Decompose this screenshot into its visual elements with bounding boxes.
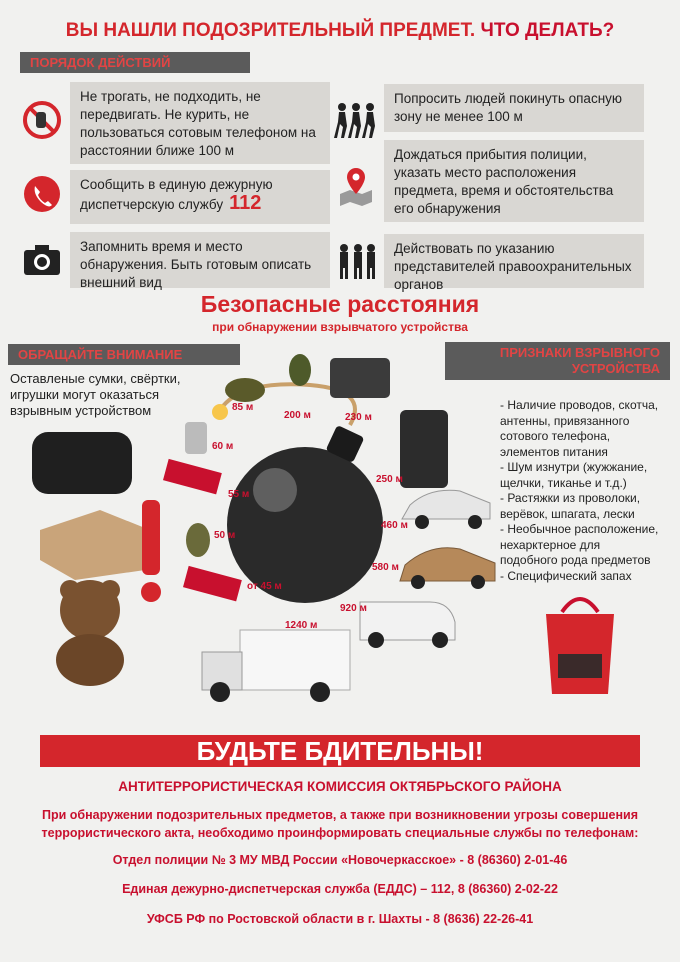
- sign-item: - Необычное расположение, нехарктерное для подобного рода предметов: [500, 522, 659, 567]
- briefcase: [330, 358, 390, 398]
- sign-item: - Шум изнутри (жужжание, щелчки, тиканье и т.д.): [500, 460, 648, 490]
- mine: [225, 378, 265, 402]
- step-dont-touch: Не трогать, не подходить, не передвигать. Не курить, не пользоваться сотовым телефоном на расстоянии ближе 100 м: [70, 82, 330, 164]
- attention-ribbon: ОБРАЩАЙТЕ ВНИМАНИЕ: [8, 344, 240, 365]
- explosive-brick-2: [183, 566, 242, 601]
- signs-ribbon: ПРИЗНАКИ ВЗРЫВНОГО УСТРОЙСТВА: [445, 342, 670, 380]
- step-wait-police: Дождаться прибытия полиции, указать место расположения предмета, время и обстоятельства его обнаружения: [384, 140, 644, 222]
- distance-label: 50 м: [214, 530, 236, 541]
- title-part2: ЧТО ДЕЛАТЬ?: [480, 20, 615, 41]
- safe-distances-subtitle: при обнаружении взрывчатого устройства: [212, 320, 468, 334]
- be-vigilant-banner: БУДЬТЕ БДИТЕЛЬНЫ!: [40, 735, 640, 767]
- distance-label: 920 м: [340, 603, 367, 614]
- distance-label: от 45 м: [247, 581, 282, 592]
- can: [185, 422, 207, 454]
- map-pin-icon: [334, 164, 378, 208]
- distance-label: 85 м: [232, 402, 254, 413]
- police-icon: [334, 238, 378, 282]
- fuse-spark: [212, 404, 228, 420]
- distance-label: 580 м: [372, 562, 399, 573]
- contact-fsb: УФСБ РФ по Ростовской области в г. Шахты - 8 (8636) 22-26-41: [146, 912, 534, 926]
- parcel: [40, 510, 150, 580]
- step-call-112: [70, 170, 330, 224]
- attention-text: Оставленые сумки, свёртки, игрушки могут оказаться взрывным устройством: [10, 371, 181, 418]
- distance-label: 55 м: [228, 489, 250, 500]
- step-evacuate: Попросить людей покинуть опасную зону не менее 100 м: [384, 84, 644, 132]
- people-walking-icon: [334, 98, 378, 142]
- step-call-text: Сообщить в единую дежурную диспетчерскую службу: [80, 177, 273, 212]
- truck: [240, 630, 350, 690]
- page-title: [0, 20, 680, 42]
- exclamation-mark: [142, 500, 160, 575]
- distance-label: 460 м: [381, 520, 408, 531]
- grenade: [289, 354, 311, 386]
- no-touch-icon: [20, 98, 64, 142]
- suitcase: [400, 410, 448, 488]
- sports-bag: [32, 432, 132, 494]
- step-follow-orders: Действовать по указанию представителей правоохранительных органов: [384, 234, 644, 288]
- step-remember: Запомнить время и место обнаружения. Быть готовым описать внешний вид: [70, 232, 330, 288]
- explosive-brick: [163, 459, 222, 494]
- signs-list: [500, 398, 660, 584]
- distance-label: 200 м: [284, 410, 311, 421]
- phone-icon: [20, 172, 64, 216]
- contact-edds: Единая дежурно-диспетчерская служба (ЕДДС) – 112, 8 (86360) 2-02-22: [122, 882, 558, 896]
- sign-item: - Специфический запах: [500, 568, 632, 583]
- contact-police: Отдел полиции № 3 МУ МВД России «Новочеркасское» - 8 (86360) 2-01-46: [112, 853, 568, 867]
- car-white: [402, 490, 490, 519]
- sign-item: - Наличие проводов, скотча, антенны, привязанного сотового телефона, элементов питания: [500, 398, 659, 459]
- distance-label: 60 м: [212, 441, 234, 452]
- safe-distances-title: Безопасные расстояния: [200, 291, 480, 317]
- camera-icon: [20, 238, 64, 282]
- shopping-bag: [540, 592, 620, 700]
- emergency-number: 112: [229, 192, 262, 214]
- grenade-2: [186, 523, 210, 557]
- distance-label: 250 м: [376, 474, 403, 485]
- distance-label: 1240 м: [285, 620, 318, 631]
- bomb: [227, 447, 383, 603]
- sign-item: - Растяжки из проволоки, верёвок, шпагата, лески: [500, 491, 641, 521]
- distances-illustration: [20, 340, 500, 710]
- title-part1: ВЫ НАШЛИ ПОДОЗРИТЕЛЬНЫЙ ПРЕДМЕТ.: [65, 20, 476, 41]
- commission-title: АНТИТЕРРОРИСТИЧЕСКАЯ КОМИССИЯ ОКТЯБРЬСКОГО РАЙОНА: [118, 779, 562, 794]
- procedure-ribbon: ПОРЯДОК ДЕЙСТВИЙ: [20, 52, 250, 73]
- distance-label: 230 м: [345, 412, 372, 423]
- notice-text: При обнаружении подозрительных предметов, а также при возникновении угрозы совершения террористического акта, необходимо проинформировать специальные службы по телефонам:: [41, 808, 639, 840]
